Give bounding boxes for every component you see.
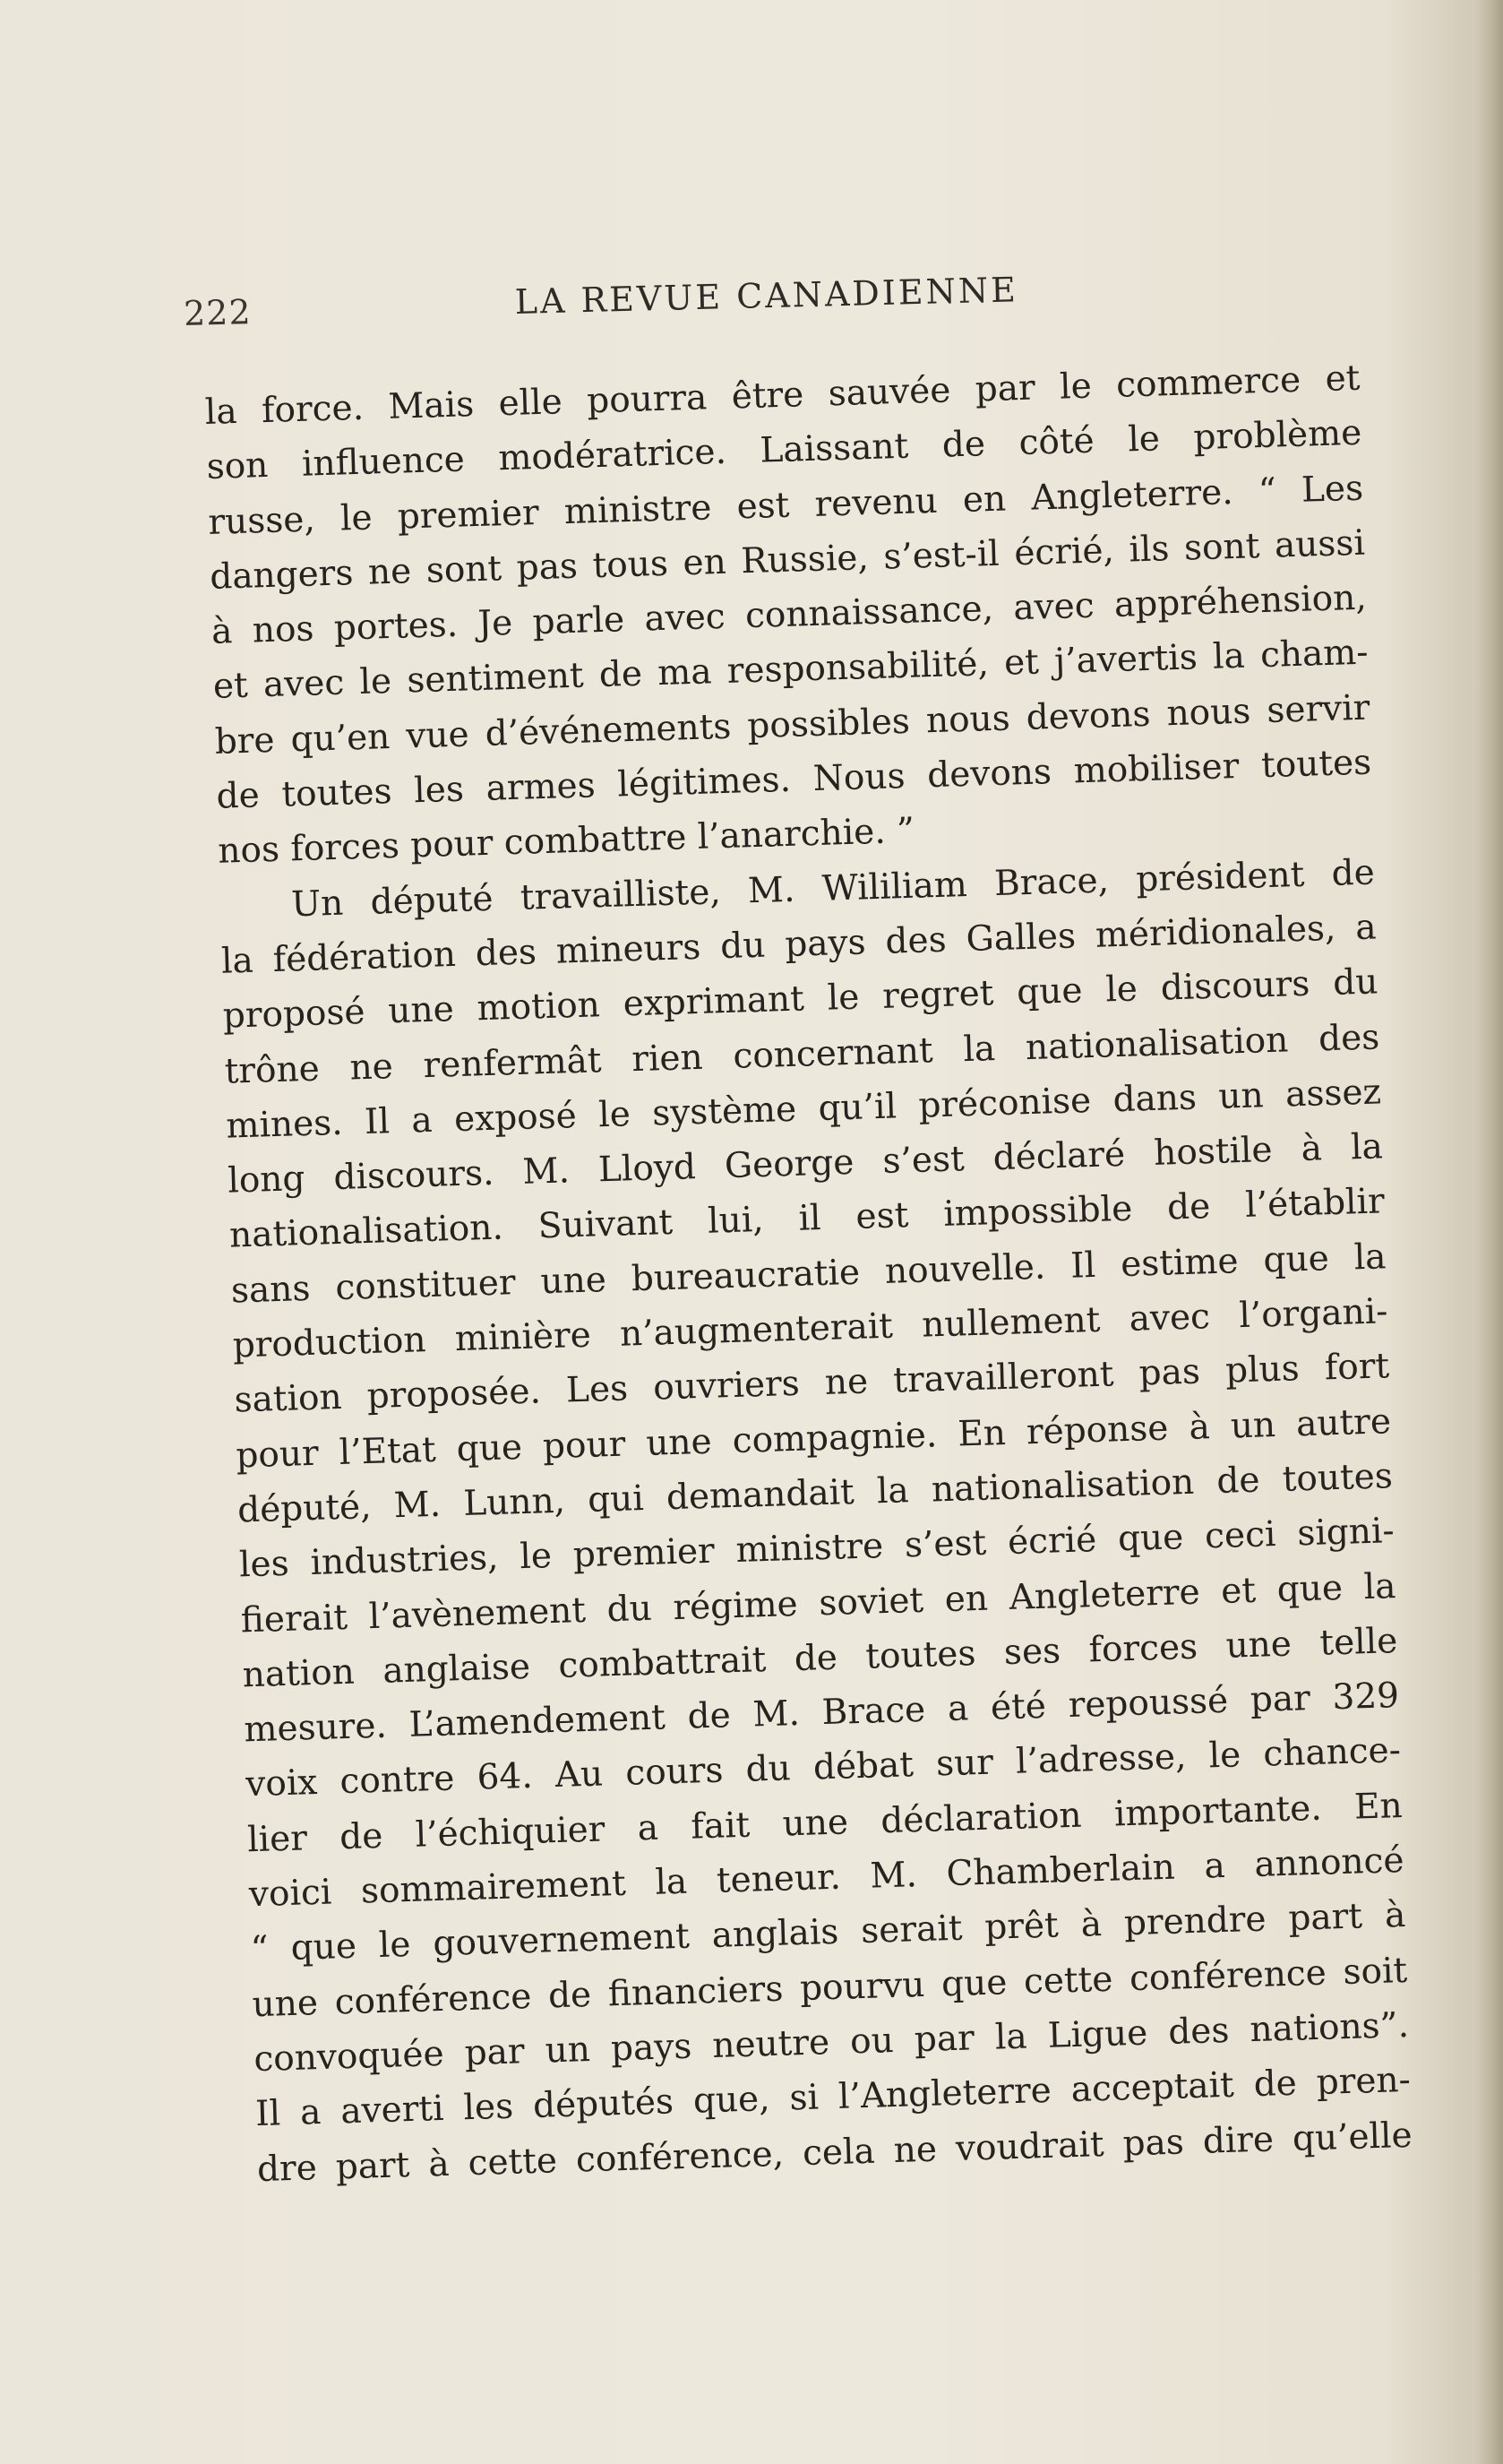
text-line: les industries, le premier ministre s’est écrié que ceci signi- (238, 1511, 1396, 1586)
text-line: dangers ne sont pas tous en Russie, s’est-il écrié, ils sont aussi (209, 522, 1366, 598)
page-binding-edge (1473, 0, 1503, 2464)
text-line: proposé une motion exprimant le regret que le discours du (222, 961, 1379, 1037)
text-line: pour l’Etat que pour une compagnie. En réponse à un autre (235, 1400, 1392, 1477)
text-line: russe, le premier ministre est revenu en Angleterre. “ Les (207, 468, 1364, 543)
text-line: fierait l’avènement du régime soviet en Angleterre et que la (240, 1565, 1397, 1641)
text-line: sans constituer une bureaucratie nouvelle. Il estime que la (230, 1236, 1387, 1312)
text-line: la force. Mais elle pourra être sauvée par le commerce et (204, 358, 1361, 433)
text-line: mines. Il a exposé le système qu’il préconise dans un assez (225, 1072, 1382, 1147)
text-line: voix contre 64. Au cours du débat sur l’adresse, le chance- (245, 1730, 1402, 1805)
text-line: mesure. L’amendement de M. Brace a été repoussé par 329 (243, 1676, 1400, 1751)
text-line: son influence modératrice. Laissant de côté le problème (206, 412, 1362, 488)
text-line: député, M. Lunn, qui demandait la nationalisation de toutes (236, 1456, 1394, 1531)
text-line: de toutes les armes légitimes. Nous devons mobiliser toutes (215, 742, 1372, 817)
text-line: une conférence de financiers pourvu que cette conférence soit (251, 1950, 1408, 2025)
text-line: production minière n’augmenterait nullement avec l’organi- (232, 1291, 1388, 1366)
text-line: Il a averti les députés que, si l’Angleterre acceptait de pren- (254, 2060, 1412, 2135)
text-line: convoquée par un pays neutre ou par la Ligue des nations”. (253, 2004, 1410, 2081)
text-line: “ que le gouvernement anglais serait prêt à prendre part à (250, 1895, 1406, 1970)
text-line: dre part à cette conférence, cela ne voudrait pas dire qu’elle (256, 2115, 1413, 2190)
body-text (204, 351, 1413, 2197)
text-line: long discours. M. Lloyd George s’est déclaré hostile à la (227, 1126, 1384, 1202)
paragraph-end-line: nos forces pour combattre l’anarchie. ” (217, 811, 915, 873)
text-line: trône ne renfermât rien concernant la nationalisation des (224, 1016, 1380, 1092)
text-line: bre qu’en vue d’événements possibles nous devons nous servir (214, 687, 1370, 762)
text-line: à nos portes. Je parle avec connaissance, avec appréhension, (210, 577, 1368, 653)
text-line: nationalisation. Suivant lui, il est impossible de l’établir (228, 1181, 1386, 1257)
running-title: LA REVUE CANADIENNE (514, 270, 1019, 322)
page-number: 222 (183, 292, 253, 333)
text-line: la fédération des mineurs du pays des Galles méridionales, a (220, 907, 1378, 982)
text-line: lier de l’échiquier a fait une déclaration importante. En (246, 1785, 1404, 1860)
paragraph-start-line: Un député travailliste, M. Wililiam Brace, président de (290, 852, 1376, 926)
running-header (183, 264, 1035, 339)
text-line: sation proposée. Les ouvriers ne travailleront pas plus fort (233, 1346, 1390, 1421)
text-line: et avec le sentiment de ma responsabilité, et j’avertis la cham- (212, 633, 1370, 708)
text-line: nation anglaise combattrait de toutes ses forces une telle (242, 1620, 1398, 1696)
text-line: voici sommairement la teneur. M. Chamberlain a annoncé (248, 1840, 1405, 1916)
